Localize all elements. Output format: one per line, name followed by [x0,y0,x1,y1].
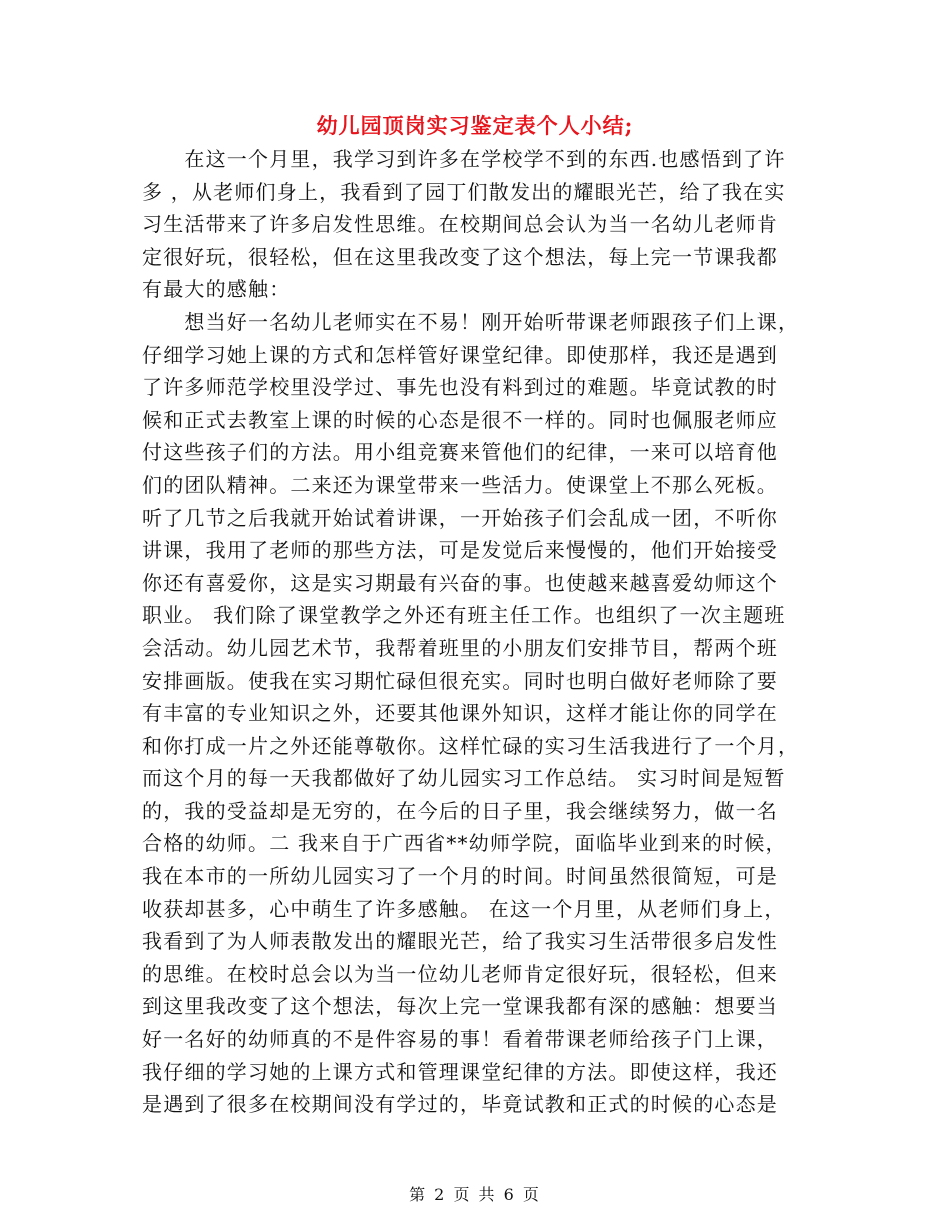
paragraph-line: 而这个月的每一天我都做好了幼儿园实习工作总结。 实习时间是短暂 [142,766,786,791]
paragraph-line: 定很好玩，很轻松，但在这里我改变了这个想法，每上完一节课我都 [142,244,778,269]
document-title: 幼儿园顶岗实习鉴定表个人小结; [316,113,634,138]
paragraph-line: 在这一个月里，我学习到许多在学校学不到的东西.也感悟到了许 [142,147,786,171]
paragraph-line: 的，我的受益却是无穷的，在今后的日子里，我会继续努力，做一名 [142,798,778,823]
paragraph-line: 好一名好的幼师真的不是件容易的事！看着带课老师给孩子门上课， [142,1027,778,1052]
paragraph-line: 想当好一名幼儿老师实在不易！刚开始听带课老师跟孩子们上课， [142,309,800,334]
paragraph-line: 了许多师范学校里没学过、事先也没有料到过的难题。毕竟试教的时 [142,375,778,400]
paragraph-line: 有丰富的专业知识之外，还要其他课外知识，这样才能让你的同学在 [142,701,778,726]
paragraph-line: 听了几节之后我就开始试着讲课，一开始孩子们会乱成一团，不听你 [142,505,778,530]
page-number: 第 2 页 共 6 页 [409,1185,541,1204]
paragraph-line: 和你打成一片之外还能尊敬你。这样忙碌的实习生活我进行了一个月， [142,733,800,758]
paragraph-line: 合格的幼师。二 我来自于广西省**幼师学院，面临毕业到来的时候， [142,831,787,856]
paragraph-line: 的思维。在校时总会以为当一位幼儿老师肯定很好玩，很轻松，但来 [142,961,778,986]
paragraph-line: 有最大的感触： [142,277,291,302]
paragraph-line: 我在本市的一所幼儿园实习了一个月的时间。时间虽然很简短，可是 [142,864,778,889]
paragraph-line: 你还有喜爱你，这是实习期最有兴奋的事。也使越来越喜爱幼师这个 [142,570,778,595]
paragraph-line: 们的团队精神。二来还为课堂带来一些活力。使课堂上不那么死板。 [142,472,778,497]
paragraph-line: 我看到了为人师表散发出的耀眼光芒，给了我实习生活带很多启发性 [142,929,778,954]
paragraph-line: 仔细学习她上课的方式和怎样管好课堂纪律。即使那样，我还是遇到 [142,342,778,367]
paragraph-line: 职业。 我们除了课堂教学之外还有班主任工作。也组织了一次主题班 [142,603,786,628]
paragraph-line: 候和正式去教室上课的时候的心态是很不一样的。同时也佩服老师应 [142,407,778,432]
document-body [142,143,800,1121]
paragraph-line: 付这些孩子们的方法。用小组竞赛来管他们的纪律，一来可以培育他 [142,440,778,465]
paragraph-line: 我仔细的学习她的上课方式和管理课堂纪律的方法。即使这样，我还 [142,1059,778,1084]
paragraph-line: 到这里我改变了这个想法，每次上完一堂课我都有深的感触：想要当 [142,994,778,1019]
paragraph-line: 讲课，我用了老师的那些方法，可是发觉后来慢慢的，他们开始接受 [142,538,778,563]
paragraph-line: 会活动。幼儿园艺术节，我帮着班里的小朋友们安排节目，帮两个班 [142,635,778,660]
paragraph-line: 是遇到了很多在校期间没有学过的，毕竟试教和正式的时候的心态是 [142,1092,778,1117]
paragraph-line: 安排画版。使我在实习期忙碌但很充实。同时也明白做好老师除了要 [142,668,778,693]
paragraph-line: 习生活带来了许多启发性思维。在校期间总会认为当一名幼儿老师肯 [142,212,778,237]
paragraph-line: 多 ，从老师们身上，我看到了园丁们散发出的耀眼光芒，给了我在实 [142,179,786,204]
paragraph-line: 收获却甚多，心中萌生了许多感触。 在这一个月里，从老师们身上， [142,896,786,921]
